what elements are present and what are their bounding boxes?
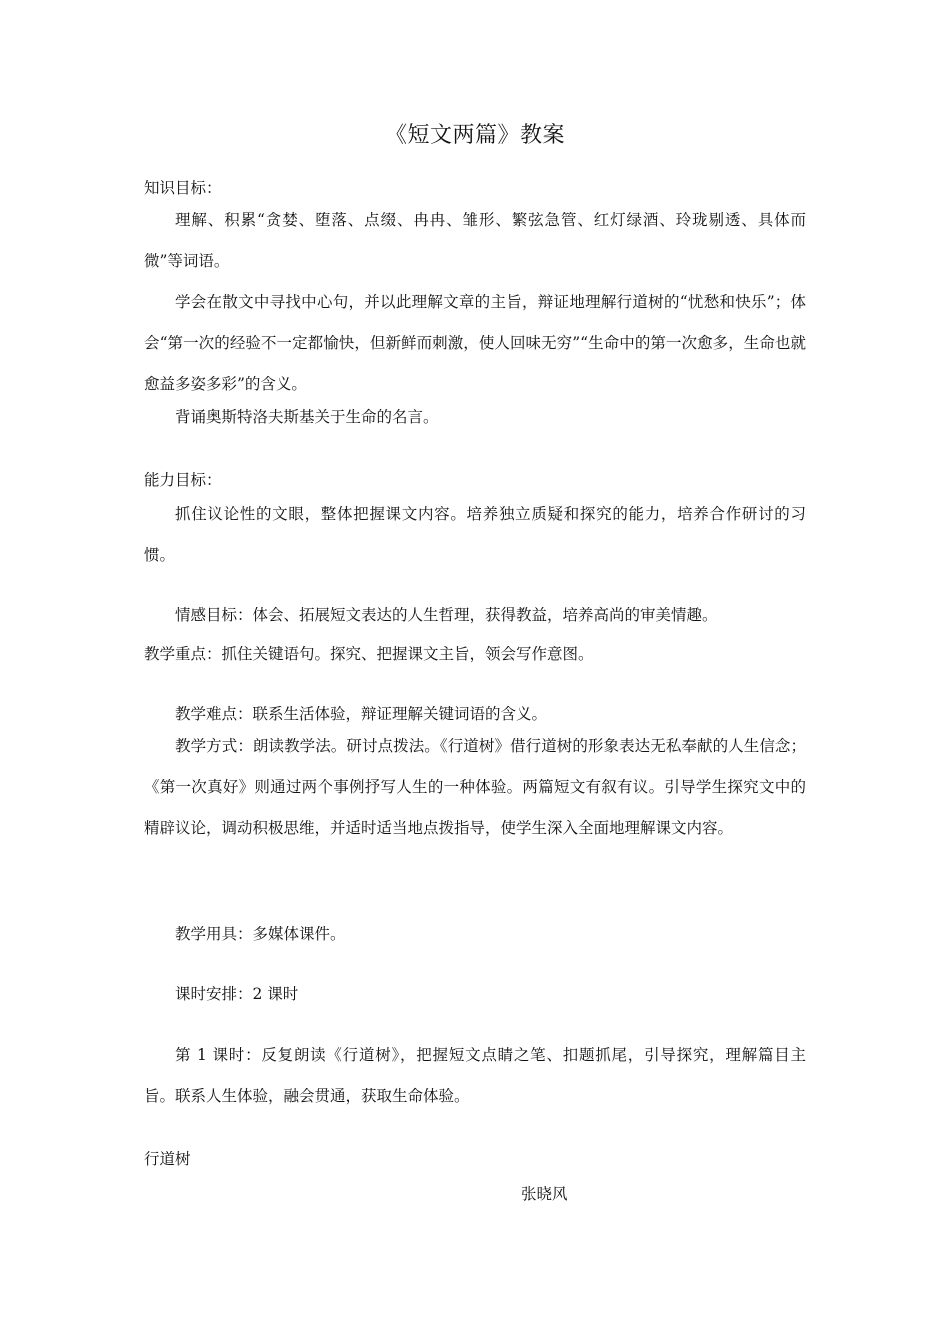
lesson-1-plan: 第 1 课时：反复朗读《行道树》，把握短文点睛之笔、扣题抓尾，引导探究，理解篇目主旨。联系人生体验，融会贯通，获取生命体验。 — [144, 1046, 806, 1105]
document-title: 《短文两篇》教案 — [384, 123, 565, 148]
knowledge-goal-paragraph-3: 背诵奥斯特洛夫斯基关于生命的名言。 — [175, 408, 439, 426]
knowledge-goal-paragraph-2: 学会在散文中寻找中心句，并以此理解文章的主旨，辩证地理解行道树的“忧愁和快乐”；体会“第一次的经验不一定都愉快，但新鲜而刺激，使人回味无穷”“生命中的第一次愈多，生命也就愈益多姿多彩”的含义。 — [144, 293, 806, 393]
author-name: 张晓风 — [521, 1185, 568, 1203]
ability-goal-label: 能力目标： — [144, 471, 222, 489]
emotion-goal: 情感目标：体会、拓展短文表达的人生哲理，获得教益，培养高尚的审美情趣。 — [175, 606, 718, 624]
text-title: 行道树 — [144, 1150, 191, 1168]
teaching-difficulty: 教学难点：联系生活体验，辩证理解关键词语的含义。 — [175, 705, 548, 723]
lesson-schedule: 课时安排：2 课时 — [175, 985, 299, 1003]
knowledge-goal-label: 知识目标： — [144, 179, 222, 197]
teaching-tools: 教学用具：多媒体课件。 — [175, 925, 346, 943]
teaching-key-point: 教学重点：抓住关键语句。探究、把握课文主旨，领会写作意图。 — [144, 645, 594, 663]
ability-goal-paragraph: 抓住议论性的文眼，整体把握课文内容。培养独立质疑和探究的能力，培养合作研讨的习惯。 — [144, 505, 806, 564]
teaching-method: 教学方式：朗读教学法。研讨点拨法。《行道树》借行道树的形象表达无私奉献的人生信念；《第一次真好》则通过两个事例抒写人生的一种体验。两篇短文有叙有议。引导学生探究文中的精辟议论，调动积极思维，并适时适当地点拨指导，使学生深入全面地理解课文内容。 — [144, 737, 806, 837]
knowledge-goal-paragraph-1: 理解、积累“贪婪、堕落、点缀、冉冉、雏形、繁弦急管、红灯绿酒、玲珑剔透、具体而微”等词语。 — [144, 211, 806, 270]
